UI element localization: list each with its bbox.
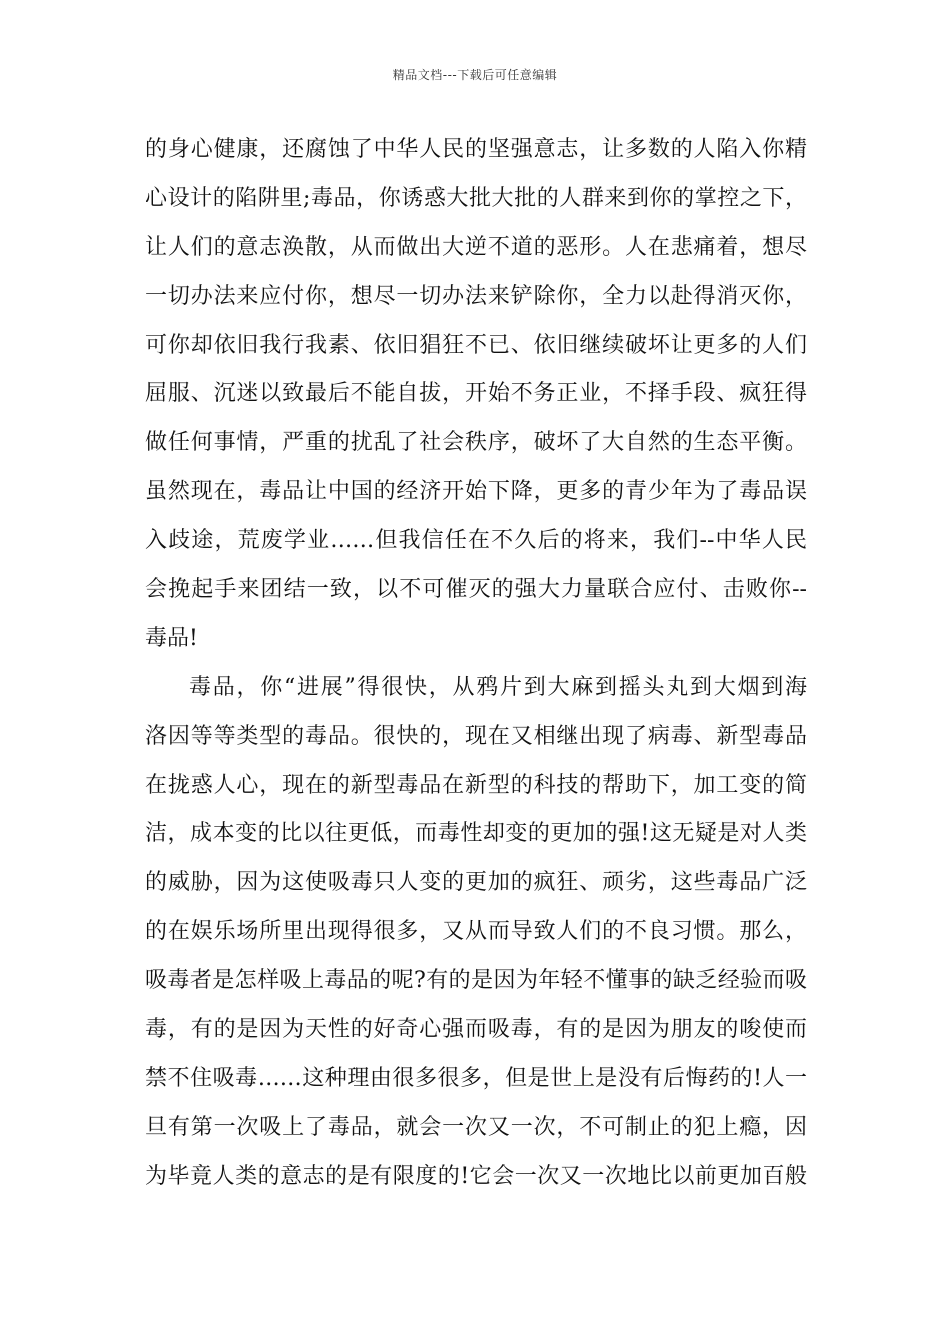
text-line: 旦有第一次吸上了毒品，就会一次又一次，不可制止的犯上瘾，因 [145,1114,807,1140]
text-line: 在拢惑人心，现在的新型毒品在新型的科技的帮助下，加工变的简 [145,772,807,798]
text-line: 屈服、沉迷以致最后不能自拔，开始不务正业，不择手段、疯狂得 [145,381,807,407]
text-line: 毒品! [145,625,198,651]
text-line: 禁不住吸毒……这种理由很多很多，但是世上是没有后悔药的!人一 [145,1065,807,1091]
text-line: 为毕竟人类的意志的是有限度的!它会一次又一次地比以前更加百般 [145,1163,807,1189]
text-line: 虽然现在，毒品让中国的经济开始下降，更多的青少年为了毒品误 [145,479,807,505]
text-line: 可你却依旧我行我素、依旧猖狂不已、依旧继续破坏让更多的人们 [145,332,807,358]
paragraph-first-line: 毒品，你“进展”得很快，从鸦片到大麻到摇头丸到大烟到海 [189,674,807,700]
text-line: 一切办法来应付你，想尽一切办法来铲除你，全力以赴得消灭你， [145,283,807,309]
text-line: 洛因等等类型的毒品。很快的，现在又相继出现了病毒、新型毒品 [145,723,807,749]
text-line: 吸毒者是怎样吸上毒品的呢?有的是因为年轻不懂事的缺乏经验而吸 [145,968,807,994]
page-header: 精品文档---下载后可任意编辑 [392,68,558,82]
text-line: 的身心健康，还腐蚀了中华人民的坚强意志，让多数的人陷入你精 [145,137,807,162]
body-text [145,126,807,1202]
text-line: 洁，成本变的比以往更低，而毒性却变的更加的强!这无疑是对人类 [145,821,807,847]
text-line: 做任何事情，严重的扰乱了社会秩序，破坏了大自然的生态平衡。 [145,430,807,456]
text-line: 毒，有的是因为天性的好奇心强而吸毒，有的是因为朋友的唆使而 [145,1017,807,1043]
text-line: 让人们的意志涣散，从而做出大逆不道的恶形。人在悲痛着，想尽 [145,234,807,260]
text-line: 会挽起手来团结一致，以不可催灭的强大力量联合应付、击败你-- [145,577,807,603]
text-line: 的在娱乐场所里出现得很多，又从而导致人们的不良习惯。那么， [145,919,807,945]
text-line: 入歧途，荒废学业……但我信任在不久后的将来，我们--中华人民 [145,528,807,554]
text-line: 心设计的陷阱里;毒品，你诱惑大批大批的人群来到你的掌控之下， [145,185,807,211]
text-line: 的威胁，因为这使吸毒只人变的更加的疯狂、顽劣，这些毒品广泛 [145,870,807,896]
